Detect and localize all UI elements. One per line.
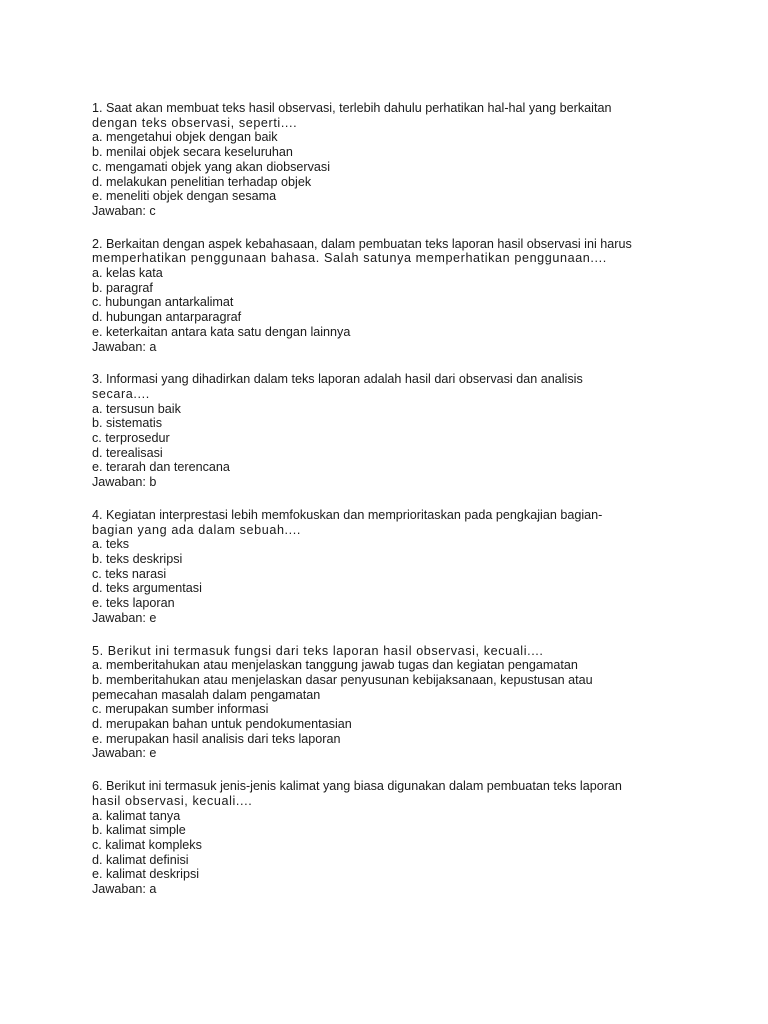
option-d: d. kalimat definisi [92, 852, 189, 867]
question-stem-line: dengan teks observasi, seperti.... [92, 115, 298, 130]
option-b-continued: pemecahan masalah dalam pengamatan [92, 687, 321, 702]
option-d: d. terealisasi [92, 445, 163, 460]
option-c: c. hubungan antarkalimat [92, 295, 234, 310]
answer: Jawaban: c [92, 203, 156, 218]
question-6 [92, 779, 692, 897]
answer: Jawaban: a [92, 339, 157, 354]
option-c: c. merupakan sumber informasi [92, 702, 269, 717]
option-c: c. teks narasi [92, 566, 167, 581]
option-e: e. terarah dan terencana [92, 460, 230, 475]
document-page [92, 101, 692, 915]
option-a: a. kelas kata [92, 266, 163, 281]
option-b: b. teks deskripsi [92, 551, 183, 566]
option-e: e. merupakan hasil analisis dari teks laporan [92, 731, 341, 746]
question-stem-line: 2. Berkaitan dengan aspek kebahasaan, dalam pembuatan teks laporan hasil observasi ini harus [92, 236, 632, 251]
option-b: b. paragraf [92, 280, 153, 295]
question-stem-line: 3. Informasi yang dihadirkan dalam teks laporan adalah hasil dari observasi dan analisis [92, 372, 583, 387]
question-1 [92, 101, 692, 219]
question-stem-line: 1. Saat akan membuat teks hasil observasi, terlebih dahulu perhatikan hal-hal yang berkaitan [92, 101, 612, 115]
question-stem-line: secara.... [92, 386, 150, 401]
option-b: b. sistematis [92, 416, 162, 431]
option-a: a. tersusun baik [92, 401, 181, 416]
option-c: c. terprosedur [92, 431, 170, 446]
option-d: d. teks argumentasi [92, 581, 202, 596]
question-5 [92, 644, 692, 762]
option-c: c. mengamati objek yang akan diobservasi [92, 159, 331, 174]
option-a: a. mengetahui objek dengan baik [92, 130, 278, 145]
answer: Jawaban: a [92, 882, 157, 897]
question-stem-line: 5. Berikut ini termasuk fungsi dari teks laporan hasil observasi, kecuali.... [92, 643, 544, 658]
question-stem-line: memperhatikan penggunaan bahasa. Salah satunya memperhatikan penggunaan.... [92, 251, 607, 266]
option-a: a. kalimat tanya [92, 808, 181, 823]
option-a: a. memberitahukan atau menjelaskan tanggung jawab tugas dan kegiatan pengamatan [92, 658, 578, 673]
answer: Jawaban: e [92, 610, 157, 625]
option-e: e. meneliti objek dengan sesama [92, 189, 277, 204]
answer: Jawaban: b [92, 475, 157, 490]
option-d: d. hubungan antarparagraf [92, 310, 242, 325]
option-c: c. kalimat kompleks [92, 837, 202, 852]
option-a: a. teks [92, 537, 130, 552]
option-e: e. keterkaitan antara kata satu dengan lainnya [92, 324, 351, 339]
option-b: b. menilai objek secara keseluruhan [92, 145, 293, 160]
question-4 [92, 508, 692, 626]
answer: Jawaban: e [92, 746, 157, 761]
question-stem-line: hasil observasi, kecuali.... [92, 793, 253, 808]
option-b: b. memberitahukan atau menjelaskan dasar penyusunan kebijaksanaan, kepustusan atau [92, 672, 593, 687]
question-3 [92, 372, 692, 490]
option-e: e. kalimat deskripsi [92, 867, 200, 882]
option-d: d. merupakan bahan untuk pendokumentasian [92, 717, 352, 732]
option-d: d. melakukan penelitian terhadap objek [92, 174, 312, 189]
question-stem-line: 4. Kegiatan interprestasi lebih memfokuskan dan memprioritaskan pada pengkajian bagian- [92, 507, 603, 522]
question-stem-line: bagian yang ada dalam sebuah.... [92, 522, 301, 537]
question-stem-line: 6. Berikut ini termasuk jenis-jenis kalimat yang biasa digunakan dalam pembuatan teks laporan [92, 779, 622, 794]
option-b: b. kalimat simple [92, 823, 186, 838]
option-e: e. teks laporan [92, 596, 175, 611]
question-2 [92, 237, 692, 355]
